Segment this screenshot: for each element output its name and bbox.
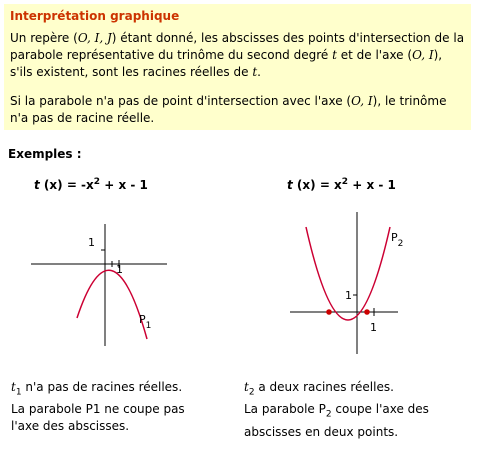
caption-example-1 [11,379,231,435]
curve-label-p2: $P_2$ [391,231,404,249]
caption-line: La parabole $P_2$ coupe l'axe des [244,402,429,420]
y-tick-label: 1 [345,289,352,302]
caption-line: $t_2$ a deux racines réelles. [244,380,394,398]
frame-notation: O, I, J [77,31,112,45]
root-point-right [364,309,370,315]
no-root-paragraph: Si la parabole n'a pas de point d'intersection avec l'axe (O, I), le trinôme n'a pas de racine réelle. [10,94,447,125]
x-tick-label: 1 [370,321,377,334]
formula-example-1: t $(x) = -x^2 + x - 1$ [34,177,148,192]
caption-line: l'axe des abscisses. [11,419,130,434]
formula-example-2: t $(x) = x^2 + x - 1$ [287,177,396,192]
curve-label-p1: $P_1$ [139,313,152,331]
root-point-left [326,309,332,315]
caption-line: $t_1$ n'a pas de racines réelles. [11,380,183,398]
caption-line: abscisses en deux points. [244,424,399,439]
examples-heading: Exemples : [8,147,82,161]
section-title: Interprétation graphique [10,9,180,23]
caption-line: La parabole P1 ne coupe pas [11,402,185,417]
definition-paragraph: Un repère (O, I, J) étant donné, les abscisses des points d'intersection de la parabole représentative du trinôme du second degré t et de l'axe (O, I), s'ils existent, sont les racines réelles de t. [10,31,465,79]
parabola-p2 [306,227,390,320]
y-tick-label: 1 [88,236,95,249]
x-tick-label: 1 [116,263,123,276]
caption-example-2 [244,379,464,441]
